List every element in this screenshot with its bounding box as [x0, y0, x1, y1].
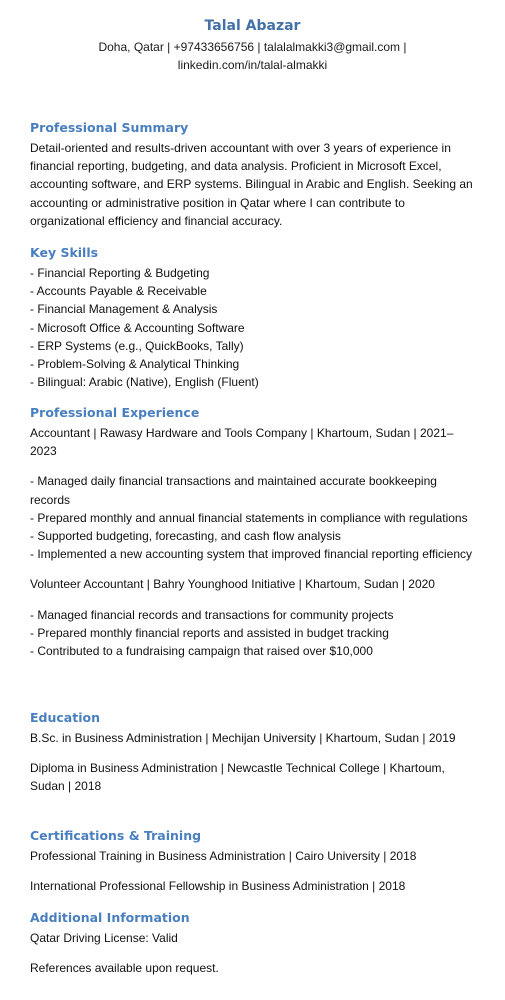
education-item: B.Sc. in Business Administration | Mechijan University | Khartoum, Sudan | 2019	[30, 731, 456, 745]
additional-title: Additional Information	[30, 910, 190, 925]
summary-text: Detail-oriented and results-driven accountant with over 3 years of experience in financial reporting, budgeting, and data analysis. Proficient in Microsoft Excel, accounting software, and ERP systems. Bilingual in Arabic and English. Seeking an accounting or administrative position in Qatar where I can contribute to organizational efficiency and financial accuracy.	[30, 141, 473, 228]
job-bullet: - Supported budgeting, forecasting, and cash flow analysis	[30, 529, 341, 544]
certification-item: International Professional Fellowship in Business Administration | 2018	[30, 879, 406, 894]
skill-item: - Financial Management & Analysis	[30, 302, 218, 317]
experience-title: Professional Experience	[30, 405, 200, 420]
skill-item: - Bilingual: Arabic (Native), English (Fluent)	[30, 375, 259, 390]
job-bullet: - Contributed to a fundraising campaign that raised over $10,000	[30, 644, 373, 659]
summary-section	[30, 119, 475, 230]
skill-item: - Accounts Payable & Receivable	[30, 284, 207, 299]
job-bullet: - Prepared monthly and annual financial statements in compliance with regulations	[30, 510, 468, 525]
summary-title: Professional Summary	[30, 120, 189, 135]
education-title: Education	[30, 710, 100, 725]
experience-section	[30, 404, 475, 660]
additional-item: References available upon request.	[30, 961, 219, 976]
resume-header	[0, 17, 505, 74]
skill-item: - Problem-Solving & Analytical Thinking	[30, 357, 240, 372]
education-section	[30, 709, 470, 796]
job-bullet: - Prepared monthly financial reports and assisted in budget tracking	[30, 625, 389, 640]
job-heading: Accountant | Rawasy Hardware and Tools Company | Khartoum, Sudan | 2021–2023	[30, 426, 454, 459]
contact-line-1: Doha, Qatar | +97433656756 | talalalmakki3@gmail.com |	[98, 40, 407, 54]
skills-section	[30, 244, 480, 391]
additional-item: Qatar Driving License: Valid	[30, 931, 178, 945]
skill-item: - ERP Systems (e.g., QuickBooks, Tally)	[30, 338, 244, 353]
job-heading: Volunteer Accountant | Bahry Younghood Initiative | Khartoum, Sudan | 2020	[30, 577, 435, 592]
education-item: Diploma in Business Administration | Newcastle Technical College | Khartoum, Sudan | 2018	[30, 761, 445, 794]
skill-item: - Microsoft Office & Accounting Software	[30, 320, 245, 335]
certifications-title: Certifications & Training	[30, 828, 202, 843]
job-bullet: - Managed daily financial transactions and maintained accurate bookkeeping records	[30, 474, 437, 507]
job-bullet: - Managed financial records and transactions for community projects	[30, 607, 394, 622]
certifications-section	[30, 827, 480, 895]
skills-title: Key Skills	[30, 245, 99, 260]
additional-section	[30, 909, 480, 977]
candidate-name: Talal Abazar	[204, 18, 301, 34]
job-bullet: - Implemented a new accounting system that improved financial reporting efficiency	[30, 547, 473, 562]
contact-line-2: linkedin.com/in/talal-almakki	[177, 58, 328, 72]
certification-item: Professional Training in Business Administration | Cairo University | 2018	[30, 849, 417, 863]
skill-item: - Financial Reporting & Budgeting	[30, 266, 210, 280]
